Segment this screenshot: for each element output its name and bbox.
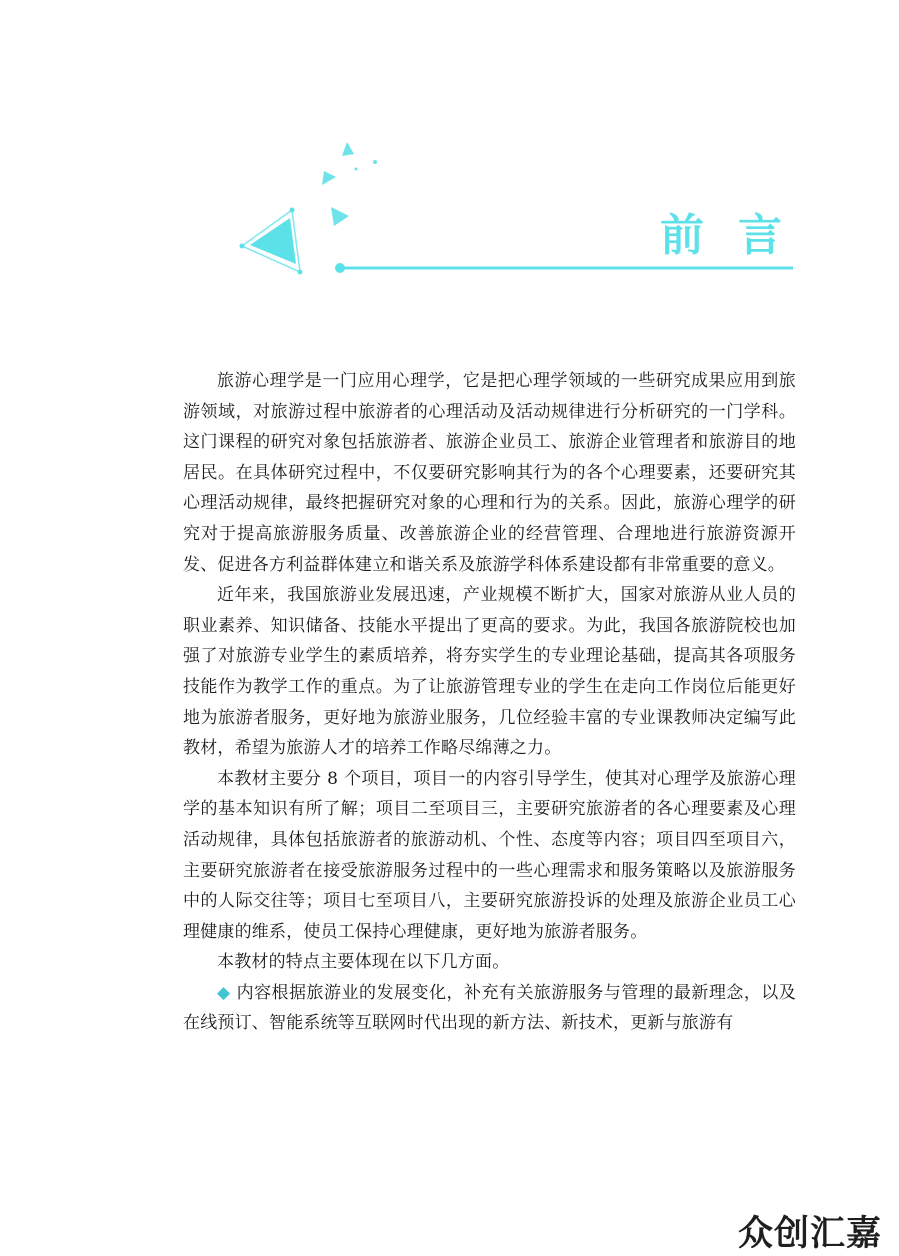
paragraph: 近年来，我国旅游业发展迅速，产业规模不断扩大，国家对旅游从业人员的职业素养、知识储备、技能水平提出了更高的要求。为此，我国各旅游院校也加强了对旅游专业学生的素质培养，将夯实学生的专业理论基础，提高其各项服务技能作为教学工作的重点。为了让旅游管理专业的学生在走向工作岗位后能更好地为旅游者服务，更好地为旅游业服务，几位经验丰富的专业课教师决定编写此教材，希望为旅游人才的培养工作略尽绵薄之力。	[183, 585, 796, 759]
small-triangle-decoration	[322, 171, 336, 185]
paragraph: 本教材主要分 8 个项目，项目一的内容引导学生，使其对心理学及旅游心理学的基本知识有所了解；项目二至项目三，主要研究旅游者的各心理要素及心理活动规律，具体包括旅游者的旅游动机、个性、态度等内容；项目四至项目六，主要研究旅游者在接受旅游服务过程中的一些心理需求和服务策略以及旅游服务中的人际交往等；项目七至项目八，主要研究旅游投诉的处理及旅游企业员工心理健康的维系，使员工保持心理健康，更好地为旅游者服务。	[183, 768, 796, 942]
body-text	[183, 366, 796, 1039]
small-triangle-decoration	[342, 142, 354, 156]
large-triangle-decoration	[250, 218, 296, 264]
dot-decoration	[373, 160, 377, 164]
paragraph: 旅游心理学是一门应用心理学，它是把心理学领域的一些研究成果应用到旅游领域，对旅游过程中旅游者的心理活动及活动规律进行分析研究的一门学科。这门课程的研究对象包括旅游者、旅游企业员工、旅游企业管理者和旅游目的地居民。在具体研究过程中，不仅要研究影响其行为的各个心理要素，还要研究其心理活动规律，最终把握研究对象的心理和行为的关系。因此，旅游心理学的研究对于提高旅游服务质量、改善旅游企业的经营管理、合理地进行旅游资源开发、促进各方利益群体建立和谐关系及旅游学科体系建设都有非常重要的意义。	[183, 371, 796, 575]
bullet-text: 内容根据旅游业的发展变化，补充有关旅游服务与管理的最新理念，以及在线预订、智能系统等互联网时代出现的新方法、新技术，更新与旅游有	[183, 982, 796, 1034]
diamond-icon: ◆	[217, 982, 231, 1003]
paragraph: 本教材的特点主要体现在以下几方面。	[217, 952, 510, 973]
dot-decoration	[290, 208, 295, 213]
watermark-logo: 众创汇嘉	[738, 1214, 883, 1254]
dot-decoration	[240, 244, 245, 249]
page-title: 前言	[660, 210, 816, 261]
small-triangle-decoration	[331, 207, 349, 226]
dot-decoration	[298, 270, 303, 275]
dot-decoration	[355, 168, 358, 171]
bullet-paragraph	[183, 978, 796, 1039]
